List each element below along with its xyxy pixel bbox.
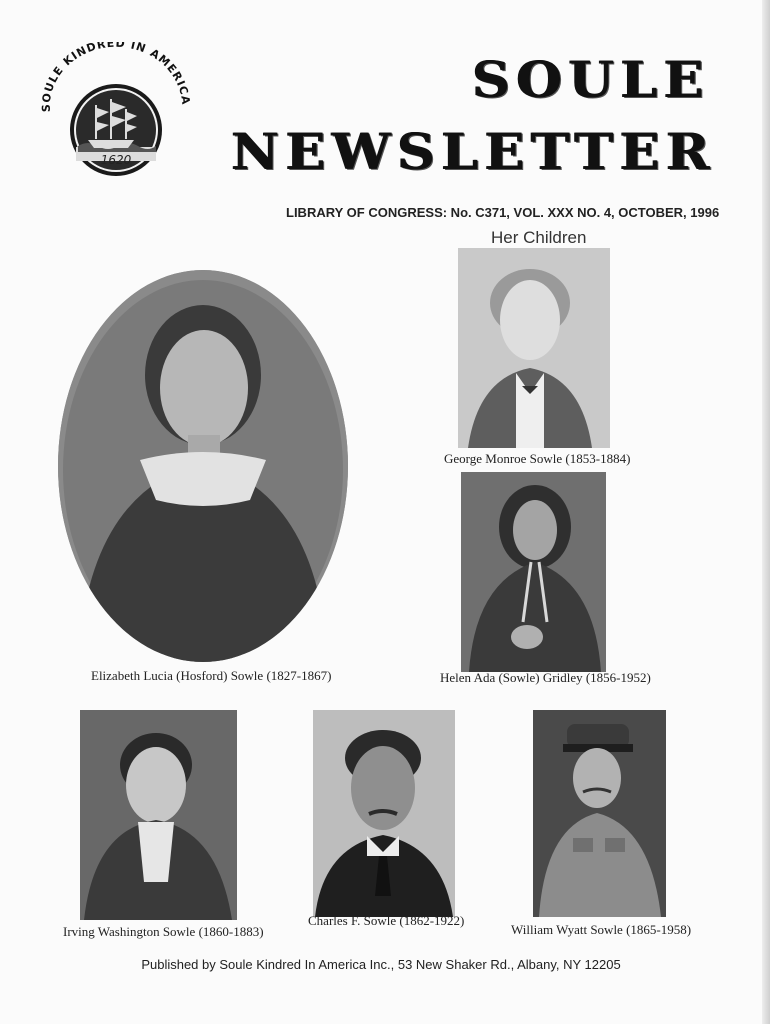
- portrait-charles: [313, 710, 455, 917]
- caption-mother: Elizabeth Lucia (Hosford) Sowle (1827-1867): [91, 668, 332, 683]
- caption-william: William Wyatt Sowle (1865-1958): [511, 922, 692, 937]
- page-edge: [762, 0, 770, 1024]
- portrait-george: [458, 248, 610, 448]
- caption-irving: Irving Washington Sowle (1860-1883): [63, 924, 264, 939]
- caption-charles: Charles F. Sowle (1862-1922): [308, 913, 465, 928]
- portrait-william: [533, 710, 666, 917]
- caption-george: George Monroe Sowle (1853-1884): [444, 451, 631, 466]
- portrait-helen: [461, 472, 606, 672]
- portrait-irving: [80, 710, 237, 920]
- society-logo: [36, 42, 196, 182]
- section-heading: Her Children: [491, 228, 587, 247]
- portrait-mother: [58, 270, 348, 662]
- library-of-congress-line: LIBRARY OF CONGRESS: No. C371, VOL. XXX NO. 4, OCTOBER, 1996: [286, 205, 720, 220]
- masthead-line-1: SOULE: [471, 50, 710, 109]
- logo-ring-text: SOULE KINDRED IN AMERICA: [39, 42, 193, 113]
- masthead-line-2: NEWSLETTER: [230, 122, 716, 181]
- sailing-ship-icon: [36, 42, 196, 182]
- caption-helen: Helen Ada (Sowle) Gridley (1856-1952): [440, 670, 651, 685]
- publisher-footer: Published by Soule Kindred In America Inc., 53 New Shaker Rd., Albany, NY 12205: [141, 957, 621, 972]
- logo-year: 1620: [100, 153, 132, 167]
